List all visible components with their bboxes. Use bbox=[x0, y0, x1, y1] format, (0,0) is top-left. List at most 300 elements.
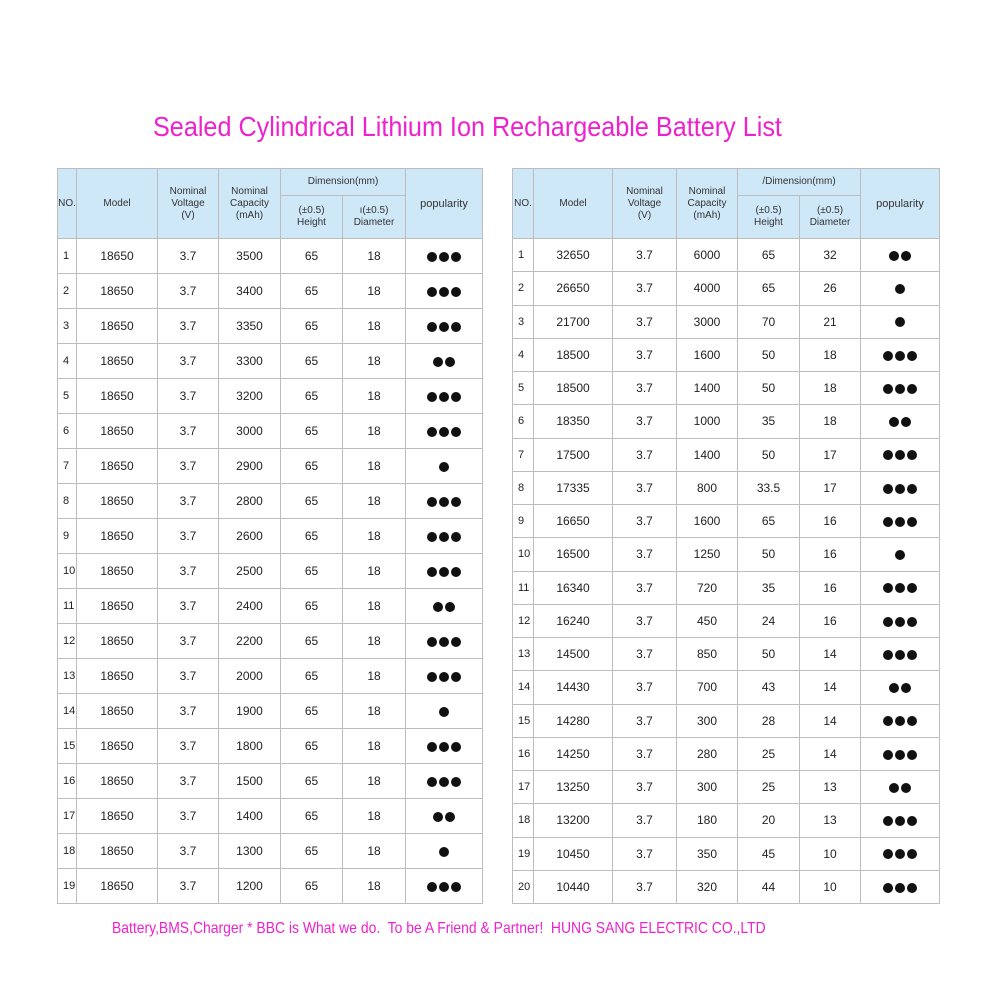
cell-diameter: 18 bbox=[343, 659, 406, 694]
cell-voltage: 3.7 bbox=[613, 438, 677, 471]
cell-model: 18650 bbox=[77, 239, 158, 274]
cell-height: 65 bbox=[281, 484, 343, 519]
cell-popularity bbox=[861, 804, 940, 837]
cell-voltage: 3.7 bbox=[158, 344, 219, 379]
table-row bbox=[513, 505, 940, 538]
popularity-dot bbox=[907, 650, 917, 660]
cell-no: 19 bbox=[58, 869, 77, 904]
cell-height: 65 bbox=[281, 694, 343, 729]
table-row bbox=[513, 704, 940, 737]
cell-model: 18650 bbox=[77, 659, 158, 694]
popularity-dot bbox=[883, 484, 893, 494]
popularity-dot bbox=[883, 450, 893, 460]
cell-capacity: 1500 bbox=[219, 764, 281, 799]
cell-voltage: 3.7 bbox=[158, 519, 219, 554]
cell-height: 65 bbox=[281, 379, 343, 414]
cell-no: 9 bbox=[58, 519, 77, 554]
cell-popularity bbox=[406, 344, 483, 379]
cell-no: 6 bbox=[58, 414, 77, 449]
popularity-dot bbox=[907, 484, 917, 494]
battery-table-left bbox=[57, 168, 483, 904]
cell-height: 65 bbox=[738, 505, 800, 538]
cell-voltage: 3.7 bbox=[158, 694, 219, 729]
popularity-dot bbox=[439, 497, 449, 507]
cell-voltage: 3.7 bbox=[158, 624, 219, 659]
table-row bbox=[58, 729, 483, 764]
cell-popularity bbox=[406, 764, 483, 799]
cell-popularity bbox=[406, 729, 483, 764]
popularity-dot bbox=[451, 322, 461, 332]
header-model: Model bbox=[534, 169, 613, 239]
popularity-dot bbox=[895, 351, 905, 361]
cell-height: 65 bbox=[281, 519, 343, 554]
cell-popularity bbox=[406, 239, 483, 274]
table-row bbox=[58, 379, 483, 414]
cell-model: 13200 bbox=[534, 804, 613, 837]
cell-capacity: 800 bbox=[677, 471, 738, 504]
popularity-dot bbox=[451, 742, 461, 752]
cell-capacity: 1300 bbox=[219, 834, 281, 869]
table-row bbox=[58, 869, 483, 904]
popularity-dot bbox=[439, 847, 449, 857]
cell-model: 10440 bbox=[534, 870, 613, 903]
popularity-dot bbox=[883, 351, 893, 361]
cell-height: 65 bbox=[281, 729, 343, 764]
cell-popularity bbox=[861, 771, 940, 804]
cell-diameter: 14 bbox=[800, 671, 861, 704]
cell-no: 6 bbox=[513, 405, 534, 438]
cell-no: 1 bbox=[513, 239, 534, 272]
popularity-dot bbox=[895, 849, 905, 859]
header-capacity: Nominal Capacity (mAh) bbox=[677, 169, 738, 239]
cell-popularity bbox=[861, 372, 940, 405]
cell-no: 12 bbox=[58, 624, 77, 659]
cell-popularity bbox=[861, 571, 940, 604]
cell-no: 17 bbox=[58, 799, 77, 834]
cell-capacity: 350 bbox=[677, 837, 738, 870]
cell-popularity bbox=[861, 837, 940, 870]
cell-model: 14500 bbox=[534, 638, 613, 671]
cell-voltage: 3.7 bbox=[613, 405, 677, 438]
cell-capacity: 3300 bbox=[219, 344, 281, 379]
cell-capacity: 6000 bbox=[677, 239, 738, 272]
cell-height: 20 bbox=[738, 804, 800, 837]
cell-capacity: 320 bbox=[677, 870, 738, 903]
cell-popularity bbox=[861, 505, 940, 538]
cell-diameter: 18 bbox=[343, 519, 406, 554]
header-no: NO. bbox=[513, 169, 534, 239]
cell-diameter: 17 bbox=[800, 438, 861, 471]
popularity-dot bbox=[427, 497, 437, 507]
cell-capacity: 4000 bbox=[677, 272, 738, 305]
cell-voltage: 3.7 bbox=[158, 379, 219, 414]
cell-no: 17 bbox=[513, 771, 534, 804]
table-row bbox=[58, 764, 483, 799]
cell-capacity: 3500 bbox=[219, 239, 281, 274]
cell-height: 50 bbox=[738, 338, 800, 371]
header-diameter: ı(±0.5) Diameter bbox=[343, 196, 406, 239]
cell-model: 14430 bbox=[534, 671, 613, 704]
cell-model: 18650 bbox=[77, 484, 158, 519]
popularity-dot bbox=[907, 384, 917, 394]
cell-capacity: 1600 bbox=[677, 338, 738, 371]
cell-height: 50 bbox=[738, 438, 800, 471]
header-dimension: /Dimension(mm) bbox=[738, 169, 861, 196]
popularity-dot bbox=[907, 617, 917, 627]
popularity-dot bbox=[889, 683, 899, 693]
cell-height: 65 bbox=[281, 344, 343, 379]
popularity-dot bbox=[889, 417, 899, 427]
cell-model: 18650 bbox=[77, 519, 158, 554]
cell-popularity bbox=[861, 604, 940, 637]
cell-height: 65 bbox=[281, 869, 343, 904]
cell-height: 25 bbox=[738, 737, 800, 770]
cell-voltage: 3.7 bbox=[613, 471, 677, 504]
table-row bbox=[513, 338, 940, 371]
cell-no: 11 bbox=[513, 571, 534, 604]
cell-voltage: 3.7 bbox=[158, 589, 219, 624]
cell-capacity: 2600 bbox=[219, 519, 281, 554]
table-row bbox=[58, 344, 483, 379]
cell-diameter: 14 bbox=[800, 638, 861, 671]
cell-no: 14 bbox=[58, 694, 77, 729]
cell-model: 18650 bbox=[77, 449, 158, 484]
popularity-dot bbox=[439, 427, 449, 437]
popularity-dot bbox=[883, 816, 893, 826]
cell-model: 17500 bbox=[534, 438, 613, 471]
cell-height: 65 bbox=[738, 272, 800, 305]
cell-model: 17335 bbox=[534, 471, 613, 504]
cell-popularity bbox=[406, 624, 483, 659]
popularity-dot bbox=[427, 882, 437, 892]
cell-voltage: 3.7 bbox=[613, 771, 677, 804]
popularity-dot bbox=[427, 742, 437, 752]
table-row bbox=[58, 589, 483, 624]
popularity-dot bbox=[907, 450, 917, 460]
cell-diameter: 18 bbox=[343, 869, 406, 904]
popularity-dot bbox=[439, 882, 449, 892]
cell-no: 10 bbox=[58, 554, 77, 589]
cell-popularity bbox=[406, 309, 483, 344]
cell-capacity: 2000 bbox=[219, 659, 281, 694]
cell-model: 21700 bbox=[534, 305, 613, 338]
popularity-dot bbox=[895, 750, 905, 760]
cell-diameter: 10 bbox=[800, 837, 861, 870]
header-popularity: popularity bbox=[406, 169, 483, 239]
table-row bbox=[513, 870, 940, 903]
cell-diameter: 18 bbox=[343, 449, 406, 484]
cell-height: 35 bbox=[738, 571, 800, 604]
table-row bbox=[58, 484, 483, 519]
cell-popularity bbox=[406, 799, 483, 834]
cell-diameter: 18 bbox=[343, 484, 406, 519]
cell-no: 13 bbox=[513, 638, 534, 671]
popularity-dot bbox=[895, 716, 905, 726]
table-row bbox=[513, 305, 940, 338]
header-diameter: (±0.5) Diameter bbox=[800, 196, 861, 239]
cell-voltage: 3.7 bbox=[613, 505, 677, 538]
header-voltage: Nominal Voltage (V) bbox=[158, 169, 219, 239]
cell-model: 32650 bbox=[534, 239, 613, 272]
table-row bbox=[58, 449, 483, 484]
header-dimension: Dimension(mm) bbox=[281, 169, 406, 196]
table-row bbox=[513, 604, 940, 637]
cell-no: 11 bbox=[58, 589, 77, 624]
cell-height: 65 bbox=[281, 764, 343, 799]
cell-popularity bbox=[406, 834, 483, 869]
cell-no: 16 bbox=[513, 737, 534, 770]
cell-capacity: 2800 bbox=[219, 484, 281, 519]
cell-model: 14280 bbox=[534, 704, 613, 737]
popularity-dot bbox=[427, 287, 437, 297]
cell-capacity: 700 bbox=[677, 671, 738, 704]
cell-capacity: 300 bbox=[677, 771, 738, 804]
cell-height: 33.5 bbox=[738, 471, 800, 504]
table-row bbox=[513, 372, 940, 405]
cell-voltage: 3.7 bbox=[613, 538, 677, 571]
cell-height: 65 bbox=[281, 449, 343, 484]
popularity-dot bbox=[439, 252, 449, 262]
popularity-dot bbox=[445, 357, 455, 367]
popularity-dot bbox=[883, 517, 893, 527]
popularity-dot bbox=[439, 287, 449, 297]
cell-model: 18350 bbox=[534, 405, 613, 438]
cell-no: 20 bbox=[513, 870, 534, 903]
cell-capacity: 2400 bbox=[219, 589, 281, 624]
popularity-dot bbox=[883, 883, 893, 893]
cell-capacity: 3200 bbox=[219, 379, 281, 414]
cell-voltage: 3.7 bbox=[158, 869, 219, 904]
cell-no: 14 bbox=[513, 671, 534, 704]
cell-height: 65 bbox=[281, 239, 343, 274]
popularity-dot bbox=[433, 357, 443, 367]
cell-capacity: 720 bbox=[677, 571, 738, 604]
table-row bbox=[58, 799, 483, 834]
cell-popularity bbox=[861, 471, 940, 504]
popularity-dot bbox=[883, 750, 893, 760]
cell-height: 65 bbox=[281, 274, 343, 309]
cell-popularity bbox=[861, 737, 940, 770]
cell-model: 18650 bbox=[77, 379, 158, 414]
popularity-dot bbox=[907, 883, 917, 893]
cell-no: 7 bbox=[58, 449, 77, 484]
cell-capacity: 3000 bbox=[219, 414, 281, 449]
cell-voltage: 3.7 bbox=[158, 309, 219, 344]
cell-capacity: 3000 bbox=[677, 305, 738, 338]
cell-voltage: 3.7 bbox=[158, 799, 219, 834]
table-row bbox=[513, 438, 940, 471]
header-popularity: popularity bbox=[861, 169, 940, 239]
popularity-dot bbox=[883, 617, 893, 627]
cell-popularity bbox=[406, 554, 483, 589]
popularity-dot bbox=[907, 849, 917, 859]
cell-capacity: 1200 bbox=[219, 869, 281, 904]
popularity-dot bbox=[451, 637, 461, 647]
cell-capacity: 1400 bbox=[677, 372, 738, 405]
cell-diameter: 18 bbox=[800, 372, 861, 405]
popularity-dot bbox=[427, 427, 437, 437]
popularity-dot bbox=[427, 322, 437, 332]
cell-diameter: 32 bbox=[800, 239, 861, 272]
cell-capacity: 1000 bbox=[677, 405, 738, 438]
cell-no: 18 bbox=[513, 804, 534, 837]
cell-voltage: 3.7 bbox=[158, 659, 219, 694]
cell-popularity bbox=[861, 638, 940, 671]
cell-popularity bbox=[406, 659, 483, 694]
cell-popularity bbox=[406, 589, 483, 624]
cell-no: 15 bbox=[513, 704, 534, 737]
cell-height: 65 bbox=[281, 589, 343, 624]
cell-no: 18 bbox=[58, 834, 77, 869]
popularity-dot bbox=[907, 750, 917, 760]
cell-model: 18500 bbox=[534, 338, 613, 371]
header-height: (±0.5) Height bbox=[738, 196, 800, 239]
cell-model: 18650 bbox=[77, 799, 158, 834]
cell-height: 70 bbox=[738, 305, 800, 338]
cell-no: 12 bbox=[513, 604, 534, 637]
cell-no: 8 bbox=[58, 484, 77, 519]
cell-model: 10450 bbox=[534, 837, 613, 870]
popularity-dot bbox=[439, 532, 449, 542]
cell-height: 65 bbox=[281, 414, 343, 449]
cell-height: 65 bbox=[738, 239, 800, 272]
cell-model: 18650 bbox=[77, 309, 158, 344]
cell-diameter: 18 bbox=[343, 729, 406, 764]
cell-model: 16340 bbox=[534, 571, 613, 604]
cell-no: 13 bbox=[58, 659, 77, 694]
cell-height: 28 bbox=[738, 704, 800, 737]
cell-model: 18650 bbox=[77, 624, 158, 659]
table-row bbox=[513, 638, 940, 671]
cell-model: 18650 bbox=[77, 869, 158, 904]
cell-voltage: 3.7 bbox=[613, 305, 677, 338]
popularity-dot bbox=[895, 883, 905, 893]
cell-voltage: 3.7 bbox=[158, 834, 219, 869]
cell-height: 65 bbox=[281, 624, 343, 659]
cell-height: 24 bbox=[738, 604, 800, 637]
cell-popularity bbox=[861, 671, 940, 704]
cell-height: 45 bbox=[738, 837, 800, 870]
cell-diameter: 18 bbox=[343, 764, 406, 799]
cell-popularity bbox=[861, 405, 940, 438]
cell-capacity: 1400 bbox=[219, 799, 281, 834]
cell-no: 5 bbox=[58, 379, 77, 414]
cell-capacity: 2900 bbox=[219, 449, 281, 484]
cell-voltage: 3.7 bbox=[613, 837, 677, 870]
cell-capacity: 1600 bbox=[677, 505, 738, 538]
popularity-dot bbox=[907, 816, 917, 826]
popularity-dot bbox=[895, 484, 905, 494]
popularity-dot bbox=[895, 650, 905, 660]
popularity-dot bbox=[427, 532, 437, 542]
popularity-dot bbox=[439, 392, 449, 402]
popularity-dot bbox=[883, 650, 893, 660]
cell-popularity bbox=[861, 870, 940, 903]
popularity-dot bbox=[889, 783, 899, 793]
cell-popularity bbox=[861, 704, 940, 737]
cell-capacity: 180 bbox=[677, 804, 738, 837]
cell-voltage: 3.7 bbox=[613, 239, 677, 272]
table-row bbox=[58, 309, 483, 344]
popularity-dot bbox=[883, 583, 893, 593]
table-row bbox=[58, 659, 483, 694]
cell-height: 35 bbox=[738, 405, 800, 438]
cell-no: 1 bbox=[58, 239, 77, 274]
cell-height: 65 bbox=[281, 659, 343, 694]
cell-diameter: 18 bbox=[343, 239, 406, 274]
cell-model: 18500 bbox=[534, 372, 613, 405]
cell-diameter: 18 bbox=[343, 799, 406, 834]
cell-capacity: 2200 bbox=[219, 624, 281, 659]
popularity-dot bbox=[895, 583, 905, 593]
popularity-dot bbox=[895, 317, 905, 327]
cell-diameter: 26 bbox=[800, 272, 861, 305]
table-row bbox=[58, 239, 483, 274]
cell-diameter: 16 bbox=[800, 604, 861, 637]
cell-diameter: 18 bbox=[343, 624, 406, 659]
cell-voltage: 3.7 bbox=[613, 604, 677, 637]
cell-model: 13250 bbox=[534, 771, 613, 804]
popularity-dot bbox=[895, 450, 905, 460]
popularity-dot bbox=[433, 602, 443, 612]
popularity-dot bbox=[907, 351, 917, 361]
cell-popularity bbox=[406, 869, 483, 904]
cell-diameter: 18 bbox=[343, 694, 406, 729]
cell-voltage: 3.7 bbox=[158, 554, 219, 589]
cell-voltage: 3.7 bbox=[158, 449, 219, 484]
cell-model: 18650 bbox=[77, 764, 158, 799]
popularity-dot bbox=[439, 462, 449, 472]
popularity-dot bbox=[451, 497, 461, 507]
table-row bbox=[513, 272, 940, 305]
cell-voltage: 3.7 bbox=[613, 804, 677, 837]
table-row bbox=[58, 694, 483, 729]
cell-voltage: 3.7 bbox=[158, 484, 219, 519]
popularity-dot bbox=[895, 816, 905, 826]
cell-height: 65 bbox=[281, 834, 343, 869]
cell-voltage: 3.7 bbox=[613, 372, 677, 405]
popularity-dot bbox=[895, 517, 905, 527]
cell-model: 18650 bbox=[77, 344, 158, 379]
popularity-dot bbox=[427, 252, 437, 262]
cell-model: 16240 bbox=[534, 604, 613, 637]
table-row bbox=[513, 837, 940, 870]
cell-diameter: 18 bbox=[343, 309, 406, 344]
popularity-dot bbox=[427, 567, 437, 577]
battery-table-right bbox=[512, 168, 940, 904]
popularity-dot bbox=[901, 417, 911, 427]
cell-no: 16 bbox=[58, 764, 77, 799]
popularity-dot bbox=[439, 672, 449, 682]
popularity-dot bbox=[439, 742, 449, 752]
cell-model: 14250 bbox=[534, 737, 613, 770]
cell-popularity bbox=[861, 338, 940, 371]
table-row bbox=[58, 554, 483, 589]
popularity-dot bbox=[901, 683, 911, 693]
popularity-dot bbox=[883, 849, 893, 859]
popularity-dot bbox=[451, 777, 461, 787]
popularity-dot bbox=[451, 427, 461, 437]
popularity-dot bbox=[439, 777, 449, 787]
cell-popularity bbox=[406, 379, 483, 414]
cell-model: 18650 bbox=[77, 554, 158, 589]
cell-height: 44 bbox=[738, 870, 800, 903]
cell-model: 18650 bbox=[77, 414, 158, 449]
cell-diameter: 13 bbox=[800, 771, 861, 804]
cell-no: 2 bbox=[58, 274, 77, 309]
cell-model: 18650 bbox=[77, 589, 158, 624]
popularity-dot bbox=[451, 882, 461, 892]
